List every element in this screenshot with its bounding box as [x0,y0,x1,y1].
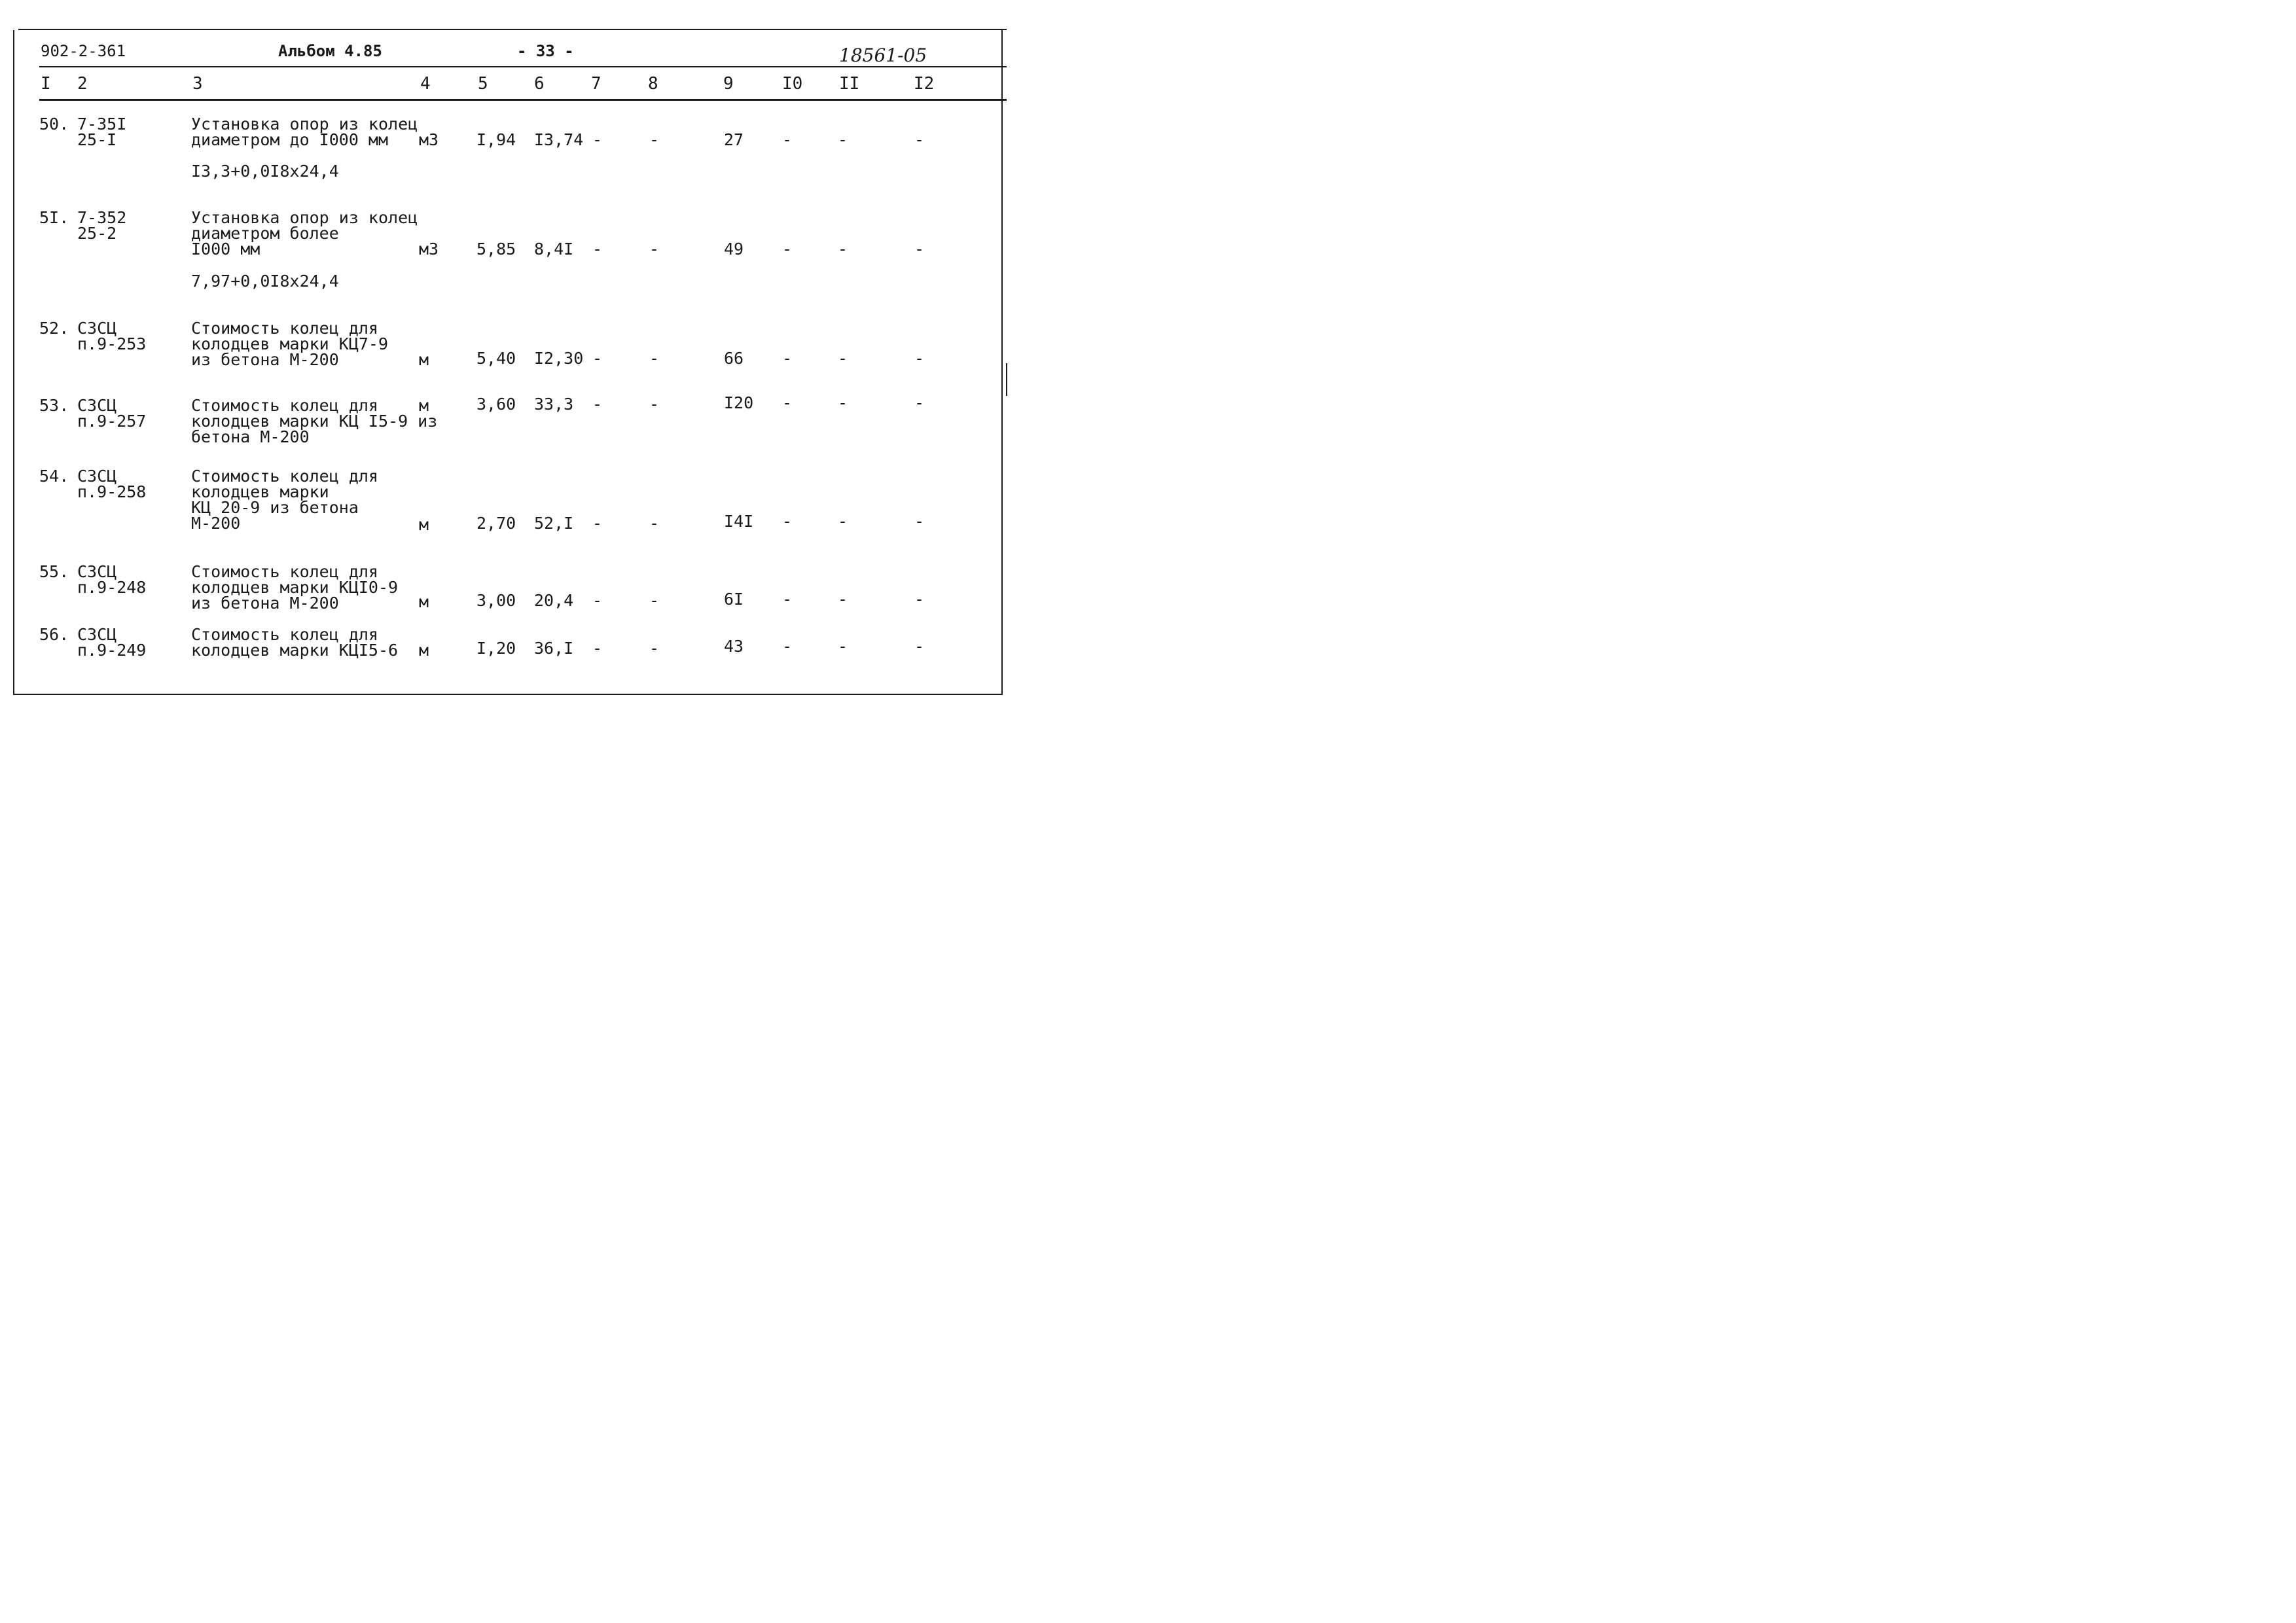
work-description: диаметром до I000 мм [191,130,389,149]
work-description: колодцев марки КЦI0-9 [191,578,399,597]
unit: м [419,396,429,415]
col-header-8: 8 [648,74,658,94]
work-description: колодцев марки КЦ7-9 [191,334,389,353]
total-cost: 27 [724,130,744,149]
row-number: 50. [39,115,69,134]
rate-code: СЗСЦ [77,396,117,415]
row-number: 56. [39,625,69,644]
unit: м [419,350,429,369]
work-description: Стоимость колец для [191,319,378,338]
col8-value: - [649,514,660,533]
col7-value: - [592,514,603,533]
unit-cost: I2,30 [534,349,584,368]
rate-code: СЗСЦ [77,562,117,581]
col12-value: - [914,349,925,368]
rate-code: СЗСЦ [77,467,117,486]
rate-code-sub: 25-I [77,130,117,149]
col-header-2: 2 [77,74,88,94]
col11-value: - [838,512,848,531]
col10-value: - [782,130,793,149]
frame-bottom-border [13,694,1003,695]
col-header-5: 5 [478,74,488,94]
work-description: КЦ 20-9 из бетона [191,498,359,517]
col11-value: - [838,637,848,656]
col8-value: - [649,395,660,414]
total-cost: 43 [724,637,744,656]
col12-value: - [914,637,925,656]
document-code: 902-2-361 [41,42,126,60]
work-description: из бетона М-200 [191,350,339,369]
col-header-1: I [41,74,51,94]
work-description: диаметром более [191,224,339,243]
col12-value: - [914,512,925,531]
unit-cost: 33,3 [534,395,574,414]
work-description: колодцев марки [191,482,329,501]
col8-value: - [649,591,660,610]
rate-code: СЗСЦ [77,625,117,644]
col10-value: - [782,240,793,259]
frame-left-border [13,30,14,695]
inventory-number: 18561-05 [839,45,927,66]
work-description: Установка опор из колец [191,115,418,134]
row-number: 5I. [39,208,69,227]
col11-value: - [838,349,848,368]
quantity: I,20 [476,639,516,658]
col8-value: - [649,639,660,658]
work-description: I000 мм [191,240,260,259]
work-description: Стоимость колец для [191,467,378,486]
unit: м [419,592,429,611]
col7-value: - [592,395,603,414]
calc-formula: I3,3+0,0I8x24,4 [191,162,339,181]
rate-code-sub: п.9-258 [77,482,147,501]
col8-value: - [649,240,660,259]
unit-cost: 8,4I [534,240,574,259]
col10-value: - [782,590,793,609]
quantity: 2,70 [476,514,516,533]
rate-code: 7-35I [77,115,127,134]
col8-value: - [649,349,660,368]
rate-code: 7-352 [77,208,127,227]
quantity: 5,85 [476,240,516,259]
work-description: колодцев марки КЦI5-6 [191,641,399,660]
frame-right-margin-mark [1006,363,1007,396]
rate-code-sub: 25-2 [77,224,117,243]
header-divider [39,66,1007,67]
unit: м3 [419,130,439,149]
col-header-9: 9 [723,74,734,94]
work-description: Стоимость колец для [191,625,378,644]
unit: м [419,515,429,534]
col-header-6: 6 [534,74,545,94]
unit-cost: 20,4 [534,591,574,610]
unit-cost: I3,74 [534,130,584,149]
quantity: 3,60 [476,395,516,414]
col12-value: - [914,130,925,149]
col8-value: - [649,130,660,149]
frame-top-border [18,29,1007,30]
unit-cost: 36,I [534,639,574,658]
total-cost: 6I [724,590,744,609]
work-description: Стоимость колец для [191,396,378,415]
unit-cost: 52,I [534,514,574,533]
unit: м [419,641,429,660]
col10-value: - [782,637,793,656]
col7-value: - [592,349,603,368]
frame-right-border [1001,30,1003,695]
calc-formula: 7,97+0,0I8x24,4 [191,272,339,291]
page-number: - 33 - [517,42,574,60]
col7-value: - [592,639,603,658]
rate-code-sub: п.9-253 [77,334,147,353]
work-description: Стоимость колец для [191,562,378,581]
col10-value: - [782,512,793,531]
quantity: 5,40 [476,349,516,368]
col-header-11: II [839,74,860,94]
row-number: 53. [39,396,69,415]
unit: м3 [419,240,439,259]
work-description: бетона М-200 [191,427,310,446]
col-header-7: 7 [591,74,601,94]
total-cost: 49 [724,240,744,259]
work-description: колодцев марки КЦ I5-9 из [191,412,438,431]
total-cost: I20 [724,393,754,412]
col-header-12: I2 [914,74,935,94]
rate-code-sub: п.9-249 [77,641,147,660]
col11-value: - [838,130,848,149]
work-description: из бетона М-200 [191,594,339,613]
col11-value: - [838,590,848,609]
album-title: Альбом 4.85 [278,42,382,60]
total-cost: 66 [724,349,744,368]
total-cost: I4I [724,512,754,531]
column-header-divider [39,99,1007,101]
col10-value: - [782,349,793,368]
work-description: М-200 [191,514,241,533]
col10-value: - [782,393,793,412]
col7-value: - [592,591,603,610]
row-number: 55. [39,562,69,581]
col12-value: - [914,590,925,609]
col7-value: - [592,240,603,259]
col-header-3: 3 [192,74,203,94]
col12-value: - [914,240,925,259]
col11-value: - [838,393,848,412]
rate-code-sub: п.9-257 [77,412,147,431]
work-description: Установка опор из колец [191,208,418,227]
row-number: 52. [39,319,69,338]
col7-value: - [592,130,603,149]
row-number: 54. [39,467,69,486]
rate-code: СЗСЦ [77,319,117,338]
col-header-10: I0 [782,74,803,94]
col12-value: - [914,393,925,412]
col-header-4: 4 [420,74,431,94]
col11-value: - [838,240,848,259]
rate-code-sub: п.9-248 [77,578,147,597]
quantity: I,94 [476,130,516,149]
quantity: 3,00 [476,591,516,610]
